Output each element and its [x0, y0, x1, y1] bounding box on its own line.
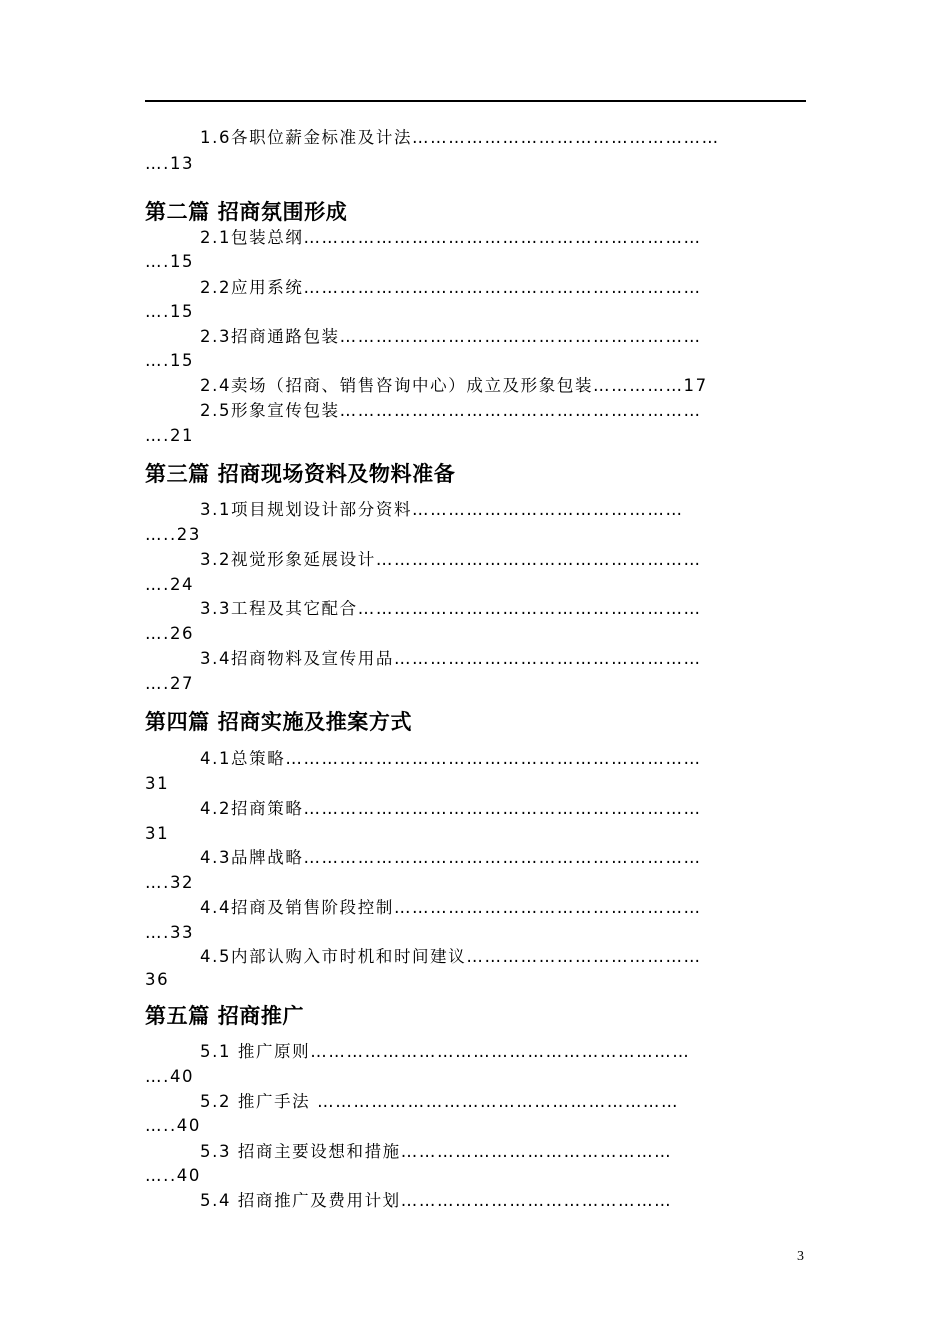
toc-entry-page-ref: ….15	[145, 302, 195, 321]
toc-entry-page-ref: ….15	[145, 252, 195, 271]
toc-entry: 3.4招商物料及宣传用品……………………………………………	[200, 649, 702, 668]
toc-entry-page-ref: ….21	[145, 426, 195, 445]
toc-entry: 3.2视觉形象延展设计………………………………………………	[200, 550, 702, 569]
toc-entry-page-ref: ….27	[145, 674, 195, 693]
toc-entry: 3.3工程及其它配合…………………………………………………	[200, 599, 702, 618]
toc-entry-page-ref: ….32	[145, 873, 195, 892]
toc-entry: 4.1总策略……………………………………………………………	[200, 749, 702, 768]
toc-section-heading: 第二篇 招商氛围形成	[145, 200, 348, 224]
toc-entry: 4.3品牌战略…………………………………………………………	[200, 848, 702, 867]
toc-entry: 4.4招商及销售阶段控制……………………………………………	[200, 898, 702, 917]
toc-entry-page-ref: …..40	[145, 1116, 201, 1135]
toc-entry-page-ref: ….26	[145, 624, 195, 643]
toc-section-heading: 第三篇 招商现场资料及物料准备	[145, 462, 456, 486]
toc-entry-page-ref: ….13	[145, 154, 195, 173]
toc-section-heading: 第四篇 招商实施及推案方式	[145, 710, 413, 734]
toc-entry-page-ref: 31	[145, 824, 170, 843]
toc-entry: 5.4 招商推广及费用计划………………………………………	[200, 1191, 673, 1210]
toc-entry: 4.5内部认购入市时机和时间建议…………………………………	[200, 947, 702, 966]
toc-entry: 2.5形象宣传包装……………………………………………………	[200, 401, 702, 420]
toc-section-heading: 第五篇 招商推广	[145, 1004, 305, 1028]
toc-entry: 2.4卖场（招商、销售咨询中心）成立及形象包装……………17	[200, 376, 708, 395]
toc-entry: 2.2应用系统…………………………………………………………	[200, 278, 702, 297]
toc-entry-page-ref: …..23	[145, 525, 201, 544]
toc-entry-page-ref: 36	[145, 970, 170, 989]
toc-entry-page-ref: ….33	[145, 923, 195, 942]
toc-entry: 5.3 招商主要设想和措施………………………………………	[200, 1142, 673, 1161]
toc-entry-page-ref: ….40	[145, 1067, 195, 1086]
toc-entry: 5.2 推广手法 ……………………………………………………	[200, 1092, 680, 1111]
toc-entry: 3.1项目规划设计部分资料………………………………………	[200, 500, 684, 519]
toc-entry: 4.2招商策略…………………………………………………………	[200, 799, 702, 818]
toc-entry-page-ref: ….24	[145, 575, 195, 594]
toc-entry-page-ref: 31	[145, 774, 170, 793]
toc-entry: 2.3招商通路包装……………………………………………………	[200, 327, 702, 346]
toc-entry: 5.1 推广原则………………………………………………………	[200, 1042, 691, 1061]
toc-entry-page-ref: ….15	[145, 351, 195, 370]
toc-entry: 1.6各职位薪金标准及计法……………………………………………	[200, 128, 720, 147]
toc-entry-page-ref: …..40	[145, 1166, 201, 1185]
page-number: 3	[797, 1249, 804, 1264]
toc-entry: 2.1包装总纲…………………………………………………………	[200, 228, 702, 247]
